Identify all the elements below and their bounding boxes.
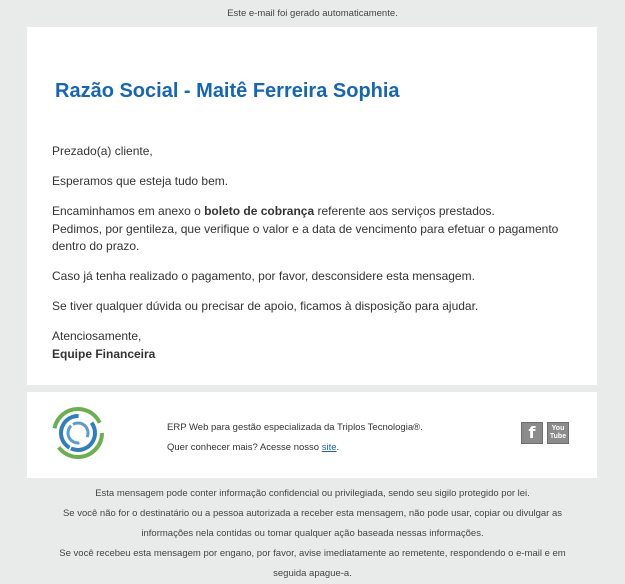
legal-disclaimer <box>0 484 625 584</box>
disclaimer-line: Se você não for o destinatário ou a pessoa autorizada a receber esta mensagem, não pode usar, copiar ou divulgar as <box>62 508 563 519</box>
message-body <box>52 143 572 376</box>
auto-generated-note: Este e-mail foi gerado automaticamente. <box>227 8 398 19</box>
verify-text: Pedimos, por gentileza, que verifique o valor e a data de vencimento para efetuar o pagamento dentro do prazo. <box>52 221 559 253</box>
footer-text <box>167 418 423 458</box>
youtube-glyph-bottom: Tube <box>549 433 567 440</box>
facebook-icon[interactable] <box>521 422 543 444</box>
facebook-glyph: f <box>528 423 536 442</box>
boleto-paragraph <box>52 203 572 256</box>
boleto-text-before: Encaminhamos em anexo o <box>52 204 205 218</box>
disclaimer-line: seguida apague-a. <box>273 568 352 579</box>
disclaimer-line: informações nela contidas ou tomar qualquer ação baseada nessas informações. <box>141 528 484 539</box>
page-title: Razão Social - Maitê Ferreira Sophia <box>55 80 400 102</box>
youtube-icon[interactable] <box>547 422 569 444</box>
boleto-text-after: referente aos serviços prestados. <box>314 204 495 218</box>
footer-card <box>27 392 597 478</box>
support-text: Se tiver qualquer dúvida ou precisar de apoio, ficamos à disposição para ajudar. <box>52 299 479 313</box>
footer-site-prefix: Quer conhecer mais? Acesse nosso <box>167 442 322 453</box>
message-card <box>27 27 597 385</box>
triplos-logo-icon <box>51 406 105 460</box>
site-link[interactable]: site <box>321 442 337 453</box>
disclaimer-line: Esta mensagem pode conter informação confidencial ou privilegiada, sendo seu sigilo protegido por lei. <box>95 488 530 499</box>
footer-site-suffix: . <box>336 442 340 453</box>
footer-line-site <box>167 438 423 458</box>
boleto-bold: boleto de cobrança <box>204 204 315 218</box>
greeting: Prezado(a) cliente, <box>52 144 153 158</box>
already-paid-text: Caso já tenha realizado o pagamento, por favor, desconsidere esta mensagem. <box>52 269 475 283</box>
signature-text: Equipe Financeira <box>52 346 156 361</box>
youtube-glyph-top: You <box>551 425 565 432</box>
disclaimer-line: Se você recebeu esta mensagem por engano, por favor, avise imediatamente ao remetente, respondendo o e-mail e em <box>59 548 566 559</box>
signature-block <box>52 328 572 363</box>
social-icons <box>521 422 569 444</box>
footer-line-erp: ERP Web para gestão especializada da Triplos Tecnologia®. <box>167 422 423 433</box>
closing-text: Atenciosamente, <box>52 329 142 343</box>
wish-text: Esperamos que esteja tudo bem. <box>52 174 229 188</box>
